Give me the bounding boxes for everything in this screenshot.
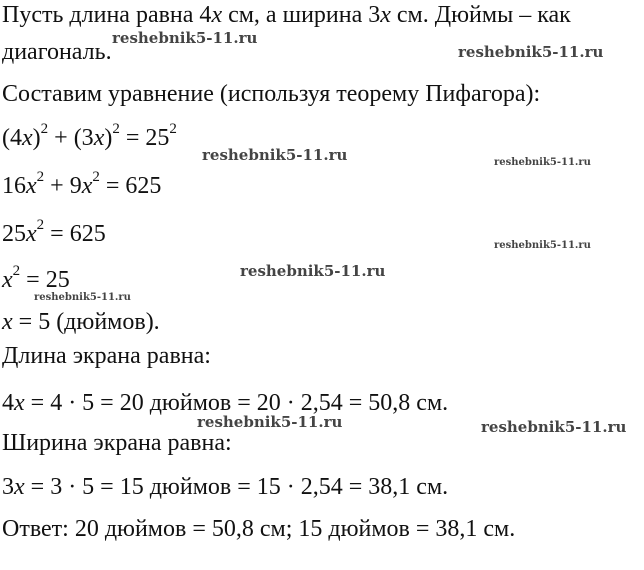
watermark: reshebnik5-11.ru [202, 146, 348, 164]
equation-result: x = 5 (дюймов). [2, 309, 160, 335]
equation-step-4: $x^2 = 25$ [2, 263, 70, 293]
answer-line: Ответ: 20 дюймов = 50,8 см; 15 дюймов = 38,1 см. [2, 516, 516, 542]
watermark: reshebnik5-11.ru [34, 292, 131, 303]
width-heading: Ширина экрана равна: [2, 430, 232, 456]
watermark: reshebnik5-11.ru [112, 29, 258, 47]
equation-step-1: $(4x)^2 + (3x)^2 = 25^2$ [2, 121, 177, 151]
length-calculation: 4x = 4 · 5 = 20 дюймов = 20 · 2,54 = 50,8 см. [2, 390, 449, 416]
width-calculation: 3x = 3 · 5 = 15 дюймов = 15 · 2,54 = 38,1 см. [2, 474, 449, 500]
length-heading: Длина экрана равна: [2, 343, 211, 369]
equation-step-3: $25x^2 = 625$ [2, 217, 106, 247]
pythagoras-intro: Составим уравнение (используя теорему Пифагора): [2, 81, 541, 107]
watermark: reshebnik5-11.ru [494, 157, 591, 168]
watermark: reshebnik5-11.ru [240, 262, 386, 280]
diagonal-line: диагональ. [2, 39, 112, 65]
watermark: reshebnik5-11.ru [197, 413, 343, 431]
watermark: reshebnik5-11.ru [494, 240, 591, 251]
watermark: reshebnik5-11.ru [458, 43, 604, 61]
equation-step-2: $16x^2 + 9x^2 = 625$ [2, 169, 162, 199]
watermark: reshebnik5-11.ru [481, 418, 627, 436]
problem-setup-line: Пусть длина равна 4x см, а ширина 3x см. Дюймы – как [2, 2, 571, 28]
